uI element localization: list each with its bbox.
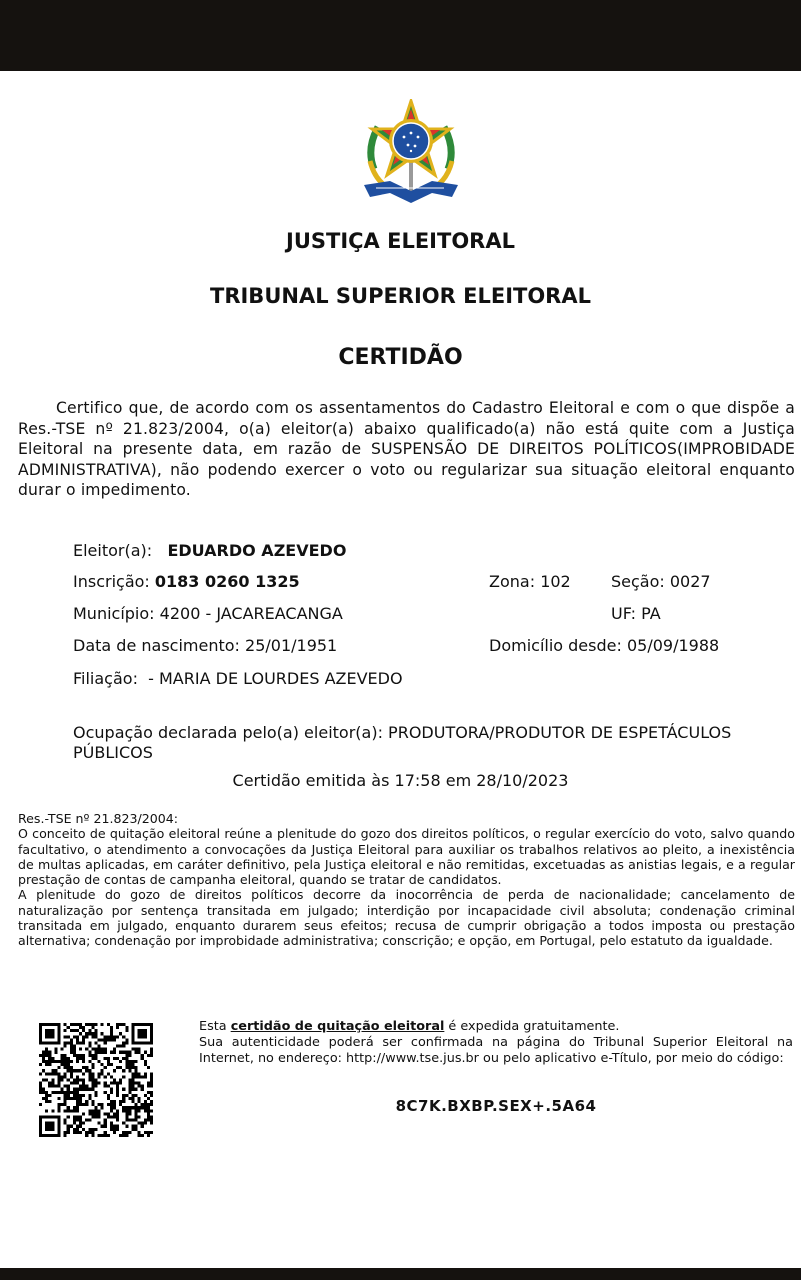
occupation-value: PRODUTORA/PRODUTOR DE ESPETÁCULOS PÚBLICOS [73,723,732,762]
authentication-block [199,1019,793,1067]
domicile-label: Domicílio desde: [489,636,622,655]
filiation-row [73,669,403,689]
state-value: PA [641,604,661,623]
birth-date-row [73,636,337,656]
legal-paragraph-1: O conceito de quitação eleitoral reúne a plenitude do gozo dos direitos políticos, o regular exercício do voto, salvo quando facultativo, o atendimento a convocações da Justiça Eleitoral para auxiliar os trabalhos relativos ao pleito, a inexistência de multas aplicadas, em caráter definitivo, pela Justiça eleitoral e não remitidas, excetuadas as anistias legais, e a regular prestação de contas de campanha eleitoral, quando se tratar de candidatos. [18,826,795,888]
birth-date-label: Data de nascimento: [73,636,240,655]
issue-timestamp: Certidão emitida às 17:58 em 28/10/2023 [232,771,569,790]
municipality-value: 4200 - JACAREACANGA [159,604,343,623]
state-label: UF: [611,604,637,623]
court-heading: JUSTIÇA ELEITORAL [286,229,515,253]
legal-reference: Res.-TSE nº 21.823/2004: [18,811,179,826]
document-title: CERTIDÃO [338,345,463,370]
auth-prefix: Esta [199,1019,231,1034]
qr-code-icon [39,1023,153,1137]
tribunal-heading: TRIBUNAL SUPERIOR ELEITORAL [210,284,591,308]
voter-name: EDUARDO AZEVEDO [167,541,347,560]
domicile-row [489,636,719,656]
filiation-label: Filiação: [73,669,138,688]
municipality-row [73,604,343,624]
filiation-value: - MARIA DE LOURDES AZEVEDO [148,669,403,688]
occupation-label: Ocupação declarada pelo(a) eleitor(a): [73,723,383,742]
auth-suffix: é expedida gratuitamente. [444,1019,620,1034]
auth-text: Sua autenticidade poderá ser confirmada na página do Tribunal Superior Eleitoral na Internet, no endereço: http://www.tse.jus.br ou pelo aplicativo e-Título, por meio do código: [199,1035,793,1066]
zone-value: 102 [540,572,571,591]
section-row [611,572,711,592]
verification-code: 8C7K.BXBP.SEX+.5A64 [395,1097,597,1115]
registration-row [73,572,300,592]
top-frame-bar [0,0,801,71]
birth-date-value: 25/01/1951 [245,636,338,655]
state-row [611,604,661,624]
domicile-value: 05/09/1988 [626,636,720,655]
bottom-frame-bar [0,1268,801,1280]
section-value: 0027 [669,572,711,591]
certification-paragraph: Certifico que, de acordo com os assentamentos do Cadastro Eleitoral e com o que dispõe a Res.-TSE nº 21.823/2004, o(a) eleitor(a) abaixo qualificado(a) não está quite com a Justiça Eleitoral na presente data, em razão de SUSPENSÃO DE DIREITOS POLÍTICOS(IMPROBIDADE ADMINISTRATIVA), não podendo exercer o voto ou regularizar sua situação eleitoral enquanto durar o impedimento. [18,399,795,499]
municipality-label: Município: [73,604,155,623]
occupation-row [73,723,783,763]
zone-label: Zona: [489,572,536,591]
legal-notes [18,811,795,949]
brazil-coat-of-arms-icon [356,99,466,211]
voter-name-label: Eleitor(a): [73,541,153,560]
section-label: Seção: [611,572,665,591]
legal-paragraph-2: A plenitude do gozo de direitos políticos decorre da inocorrência de perda de nacionalidade; cancelamento de naturalização por sentença transitada em julgado; interdição por incapacidade civil absoluta; condenação criminal transitada em julgado, enquanto durarem seus efeitos; recusa de cumprir obrigação a todos imposta ou prestação alternativa; condenação por improbidade administrativa; conscrição; e opção, em Portugal, pelo estatuto da igualdade. [18,887,795,949]
quitacao-link[interactable]: certidão de quitação eleitoral [230,1019,445,1034]
registration-label: Inscrição: [73,572,150,591]
zone-row [489,572,571,592]
registration-number: 0183 0260 1325 [154,572,300,591]
voter-name-row [73,541,346,561]
